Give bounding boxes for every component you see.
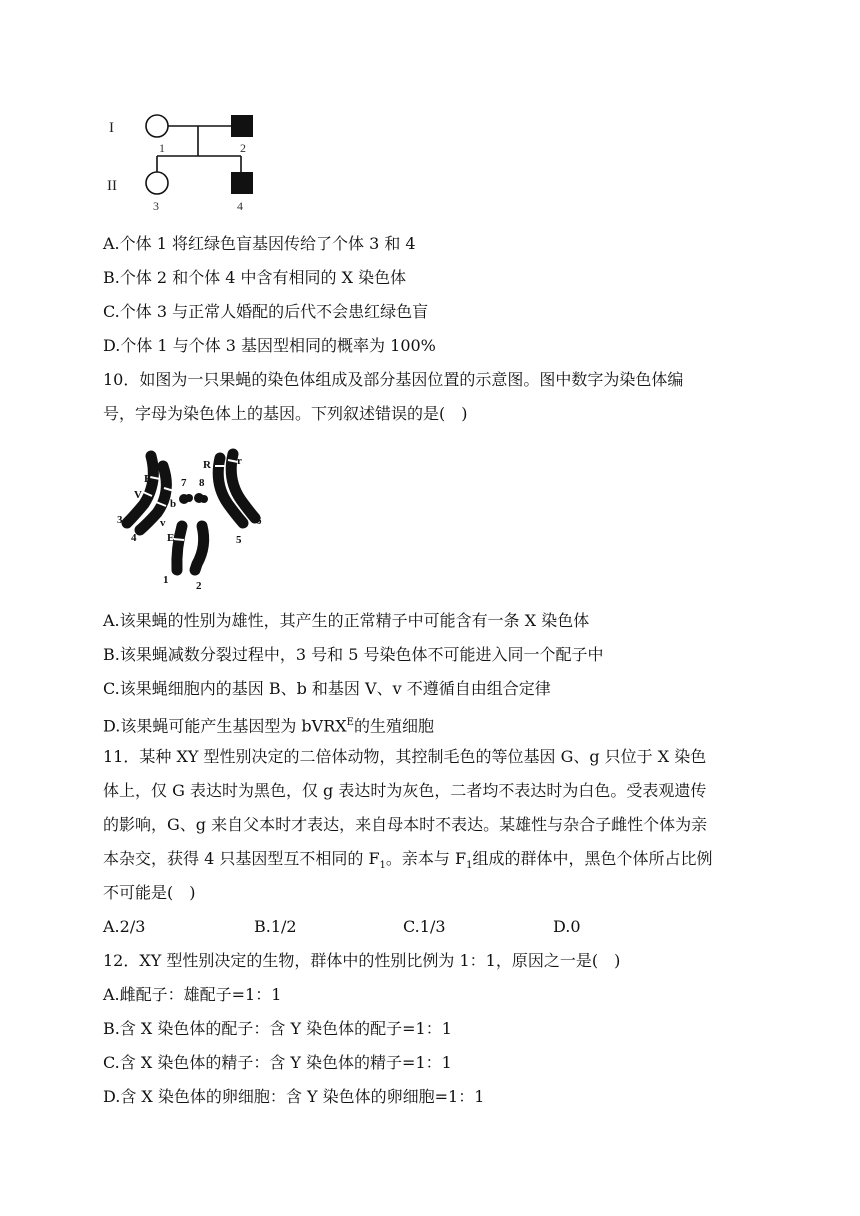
q11-subscript-2: 1: [466, 860, 473, 872]
q11-subscript-1: 1: [379, 860, 386, 872]
gene-label-V: V: [134, 489, 142, 501]
generation-label-2: II: [107, 178, 117, 194]
chromosome-8-b: [200, 495, 208, 503]
individual-3-normal-female: [146, 172, 168, 194]
chromosome-2: [195, 526, 204, 570]
locus-E: [173, 539, 184, 540]
individual-number-2: 2: [240, 141, 246, 155]
q11-stem-line1: 11．某种 XY 型性别决定的二倍体动物，其控制毛色的等位基因 G、g 只位于 X 染色: [103, 747, 707, 766]
gene-label-b: b: [170, 498, 177, 510]
gene-label-v: v: [160, 517, 166, 529]
individual-1-normal-female: [146, 115, 168, 137]
individual-2-affected-male: [231, 115, 253, 137]
q10-option-d-text: D.该果蝇可能产生基因型为 bVRX: [103, 716, 347, 736]
q9-option-d: D.个体 1 与个体 3 基因型相同的概率为 100%: [103, 336, 436, 355]
generation-label-1: I: [109, 120, 114, 136]
q11-stem-line5: 不可能是( ): [103, 883, 196, 902]
gene-label-B: B: [144, 473, 152, 485]
chromosome-number-6: 6: [256, 515, 262, 527]
q11-stem-line3: 的影响，G、g 来自父本时才表达，来自母本时不表达。某雄性与杂合子雌性个体为亲: [103, 815, 708, 834]
q10-option-d: [103, 713, 434, 736]
q12-option-c: C.含 X 染色体的精子：含 Y 染色体的精子=1：1: [103, 1053, 452, 1072]
q10-option-d-superscript: E: [346, 717, 354, 728]
q10-stem-line1: 10．如图为一只果蝇的染色体组成及部分基因位置的示意图。图中数字为染色体编: [103, 370, 684, 389]
q11-option-d: D.0: [553, 917, 581, 936]
q9-option-b: B.个体 2 和个体 4 中含有相同的 X 染色体: [103, 268, 407, 287]
q12-option-a: A.雌配子：雄配子=1：1: [103, 985, 282, 1004]
chromosome-number-8: 8: [199, 477, 205, 489]
chromosome-7-b: [185, 494, 193, 502]
chromosome-number-3: 3: [117, 514, 123, 526]
chromosome-number-1: 1: [163, 574, 169, 586]
q11-stem-line4: [103, 849, 713, 876]
q10-option-a: A.该果蝇的性别为雄性，其产生的正常精子中可能含有一条 X 染色体: [103, 611, 590, 630]
gene-label-E: E: [167, 532, 175, 544]
individual-number-1: 1: [159, 141, 165, 155]
q10-stem-line2: 号，字母为染色体上的基因。下列叙述错误的是( ): [103, 404, 468, 423]
chromosome-number-2: 2: [196, 580, 202, 592]
chromosome-diagram: [0, 440, 860, 600]
chromosome-number-4: 4: [131, 532, 137, 544]
q11-stem-line4-a: 本杂交，获得 4 只基因型互不相同的 F: [103, 849, 380, 868]
chromosome-1: [177, 526, 182, 570]
q12-option-d: D.含 X 染色体的卵细胞：含 Y 染色体的卵细胞=1：1: [103, 1087, 485, 1106]
individual-number-3: 3: [153, 199, 159, 213]
q11-stem-line2: 体上，仅 G 表达时为黑色，仅 g 表达时为灰色，二者均不表达时为白色。受表观遗传: [103, 781, 707, 800]
gene-label-R: R: [203, 459, 211, 471]
q12-stem: 12．XY 型性别决定的生物，群体中的性别比例为 1：1，原因之一是( ): [103, 951, 621, 970]
q11-stem-line4-c: 组成的群体中，黑色个体所占比例: [472, 849, 713, 868]
q11-option-b: B.1/2: [254, 917, 297, 936]
individual-number-4: 4: [237, 199, 243, 213]
q9-option-a: A.个体 1 将红绿色盲基因传给了个体 3 和 4: [103, 234, 416, 253]
q9-option-c: C.个体 3 与正常人婚配的后代不会患红绿色盲: [103, 302, 429, 321]
individual-4-affected-male: [231, 172, 253, 194]
q10-option-d-tail: 的生殖细胞: [353, 716, 434, 736]
q11-option-a: A.2/3: [103, 917, 146, 936]
gene-label-r: r: [237, 455, 242, 467]
q11-option-c: C.1/3: [403, 917, 446, 936]
chromosome-number-7: 7: [181, 477, 187, 489]
q12-option-b: B.含 X 染色体的配子：含 Y 染色体的配子=1：1: [103, 1019, 452, 1038]
pedigree-diagram: [0, 0, 860, 230]
q11-stem-line4-b: 。亲本与 F: [385, 849, 467, 868]
q10-option-c: C.该果蝇细胞内的基因 B、b 和基因 V、v 不遵循自由组合定律: [103, 679, 551, 698]
q10-option-b: B.该果蝇减数分裂过程中，3 号和 5 号染色体不可能进入同一个配子中: [103, 645, 604, 664]
chromosome-number-5: 5: [236, 534, 242, 546]
